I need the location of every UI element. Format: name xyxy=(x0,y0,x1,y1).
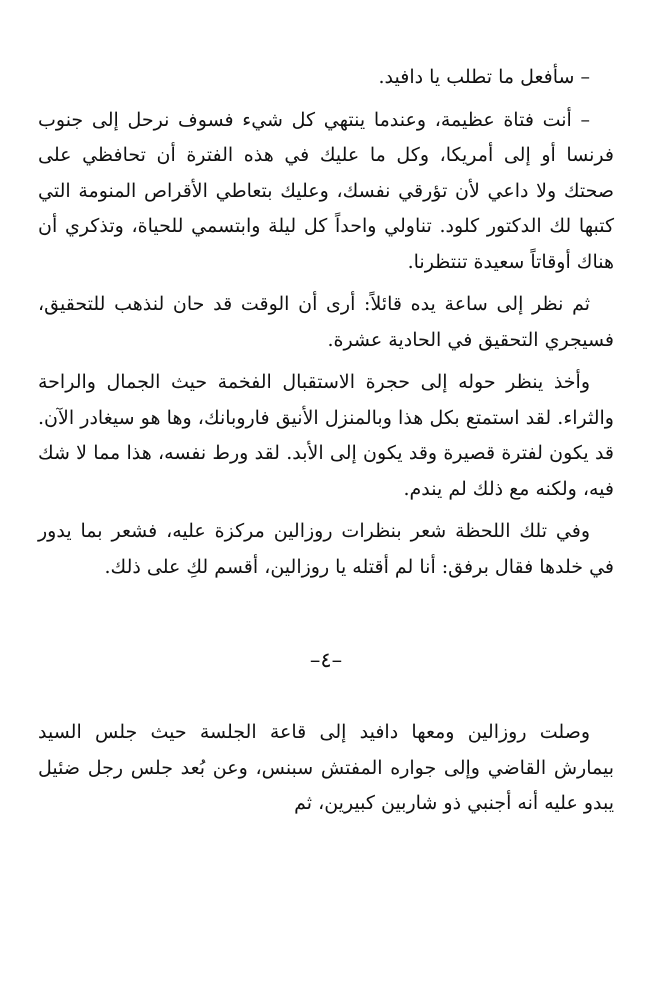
paragraph: – سأفعل ما تطلب يا دافيد. xyxy=(378,66,590,88)
book-page xyxy=(38,60,614,822)
paragraph: وأخذ ينظر حوله إلى حجرة الاستقبال الفخمة حيث الجمال والراحة والثراء. لقد استمتع بكل هذا وبالمنزل الأنيق فاروبانك، وها هو سيغادر الآن. قد يكون لفترة قصيرة وقد يكون إلى الأبد. لقد ورط نفسه، هذا مما لا شك فيه، ولكنه مع ذلك لم يندم. xyxy=(38,371,614,500)
paragraph: وفي تلك اللحظة شعر بنظرات روزالين مركزة عليه، فشعر بما يدور في خلدها فقال برفق: أنا لم أقتله يا روزالين، أقسم لكِ على ذلك. xyxy=(38,520,614,578)
paragraph: – أنت فتاة عظيمة، وعندما ينتهي كل شيء فسوف نرحل إلى جنوب فرنسا أو إلى أمريكا، وكل ما عليك في هذه الفترة أن تحافظي على صحتك ولا داعي لأن تؤرقي نفسك، وعليك بتعاطي الأقراص المنومة التي كتبها لك الدكتور كلود. تناولي واحداً كل ليلة وابتسمي للحياة، وتذكري أن هناك أوقاتاً سعيدة تنتظرنا. xyxy=(38,108,614,273)
paragraph: وصلت روزالين ومعها دافيد إلى قاعة الجلسة حيث جلس السيد بيمارش القاضي وإلى جواره المفتش سبنس، وعن بُعد جلس رجل ضئيل يبدو عليه أنه أجنبي ذو شاربين كبيرين، ثم xyxy=(38,721,614,814)
chapter-section-number: –٤– xyxy=(309,648,343,672)
paragraph: ثم نظر إلى ساعة يده قائلاً: أرى أن الوقت قد حان لنذهب للتحقيق، فسيجري التحقيق في الحادية عشرة. xyxy=(38,293,614,351)
